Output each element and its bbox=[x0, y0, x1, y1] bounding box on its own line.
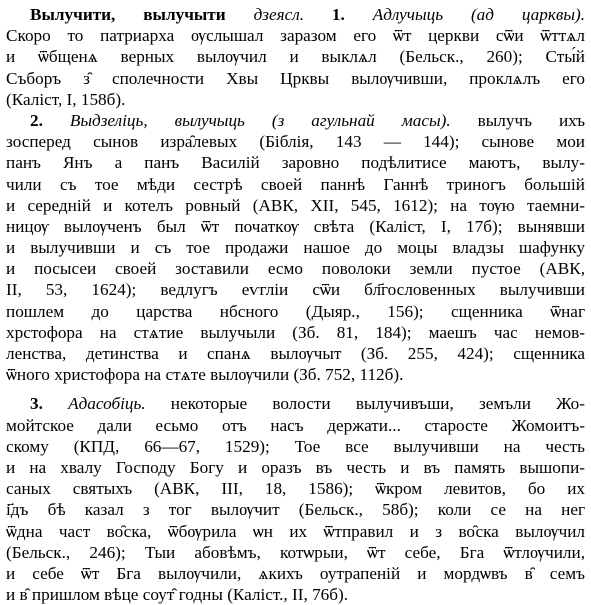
sense-gloss-2: Выдзеліць, вылучыць (з агульнай масы). bbox=[69, 110, 451, 130]
text-line: и середній и котелъ ровный (АВК, XII, 545, 1612); на тѹю таемни- bbox=[6, 195, 585, 215]
part-of-speech: дзеясл. bbox=[253, 5, 305, 24]
text-line: хрстофора на стѧтие вылучыли (Зб. 81, 184); маешъ час немов- bbox=[6, 322, 585, 342]
sense-heading-line bbox=[6, 110, 585, 131]
text-line: и посысеи своей зоставили есмо поволоки земли пустое (АВК, bbox=[6, 259, 585, 279]
sense-2-first-text: вылучъ ихъ bbox=[477, 110, 586, 130]
sense-gloss-3: Адасобіць. bbox=[68, 394, 146, 414]
text-line: пошлем до царства нбсного (Дыяр., 156); сщенника ѿнаг bbox=[6, 301, 585, 321]
text-line: и вылучивши и съ тое продажи нашое до моцы владзы шафунку bbox=[6, 238, 585, 258]
paragraph-gap bbox=[6, 385, 585, 393]
text-line: и в̑ пришлом вѣце соут̑ годны (Каліст., ІІ, 76б). bbox=[6, 585, 349, 605]
text-line: саных святыхъ (АВК, ІІІ, 18, 1586); ѿкром левитов, бо их bbox=[6, 479, 585, 499]
text-line: и себе ѿт Бга вылѹчили, ѧкихъ оутрапеній и мордѡвъ в̑ семъ bbox=[6, 563, 585, 583]
text-line: ѿного христофора на стѧте вылѹчили (Зб. 752, 112б). bbox=[6, 365, 404, 385]
text-line: ІІ, 53, 1624); ведлугъ еѵгліи сѿи бл҃гословенных вылучивши bbox=[6, 280, 585, 300]
entry-heading-line bbox=[6, 4, 585, 25]
sense-heading-line bbox=[6, 393, 585, 414]
headword: Вылучити, вылучыти bbox=[30, 5, 226, 24]
text-line: ѿдна част во̑ска, ѿбѹрила ѡн их ѿтправил и з во̑ска вылѹчил bbox=[6, 521, 585, 541]
sense-3-first-text: некоторые волости вылучивъши, земъли Жо- bbox=[170, 394, 586, 414]
text-line: зосперед сынов изра̑левых (Біблія, 143 — 144); сынове мои bbox=[6, 132, 585, 152]
dictionary-page bbox=[6, 4, 586, 605]
text-line: и на хвалу Господу Богу и оразъ въ честь и въ память вышопи- bbox=[6, 457, 585, 477]
text-line: мойтское дали есьмо отъ насъ держати... старосте Жомоитъ- bbox=[6, 415, 585, 435]
sense-number-2: 2. bbox=[30, 110, 43, 130]
sense-gloss-1: Адлучыць (ад царквы). bbox=[372, 5, 586, 24]
sense-number-1: 1. bbox=[331, 5, 345, 24]
text-line: Скоро то патриарха ѹслышал заразом его ѿт церкви сѿи ѿттѧл bbox=[6, 26, 585, 46]
text-line: ницѹ вылѹченъ был ѿт початкѹ свѣта (Каліст, І, 17б); вынявши bbox=[6, 216, 585, 236]
text-line: ленства, детинства и спанѧ вылѹчыт (Зб. 255, 424); сщенника bbox=[6, 344, 585, 363]
text-line: скому (КПД, 66—67, 1529); Тое все вылучивши на честь bbox=[6, 436, 585, 456]
text-line: (Каліст, І, 158б). bbox=[6, 89, 126, 109]
sense-number-3: 3. bbox=[30, 394, 43, 414]
text-line: і҃дъ бѣ казал з тог вылѹчит (Бельск., 58б); коли се на нег bbox=[6, 500, 585, 520]
text-line: чили съ тое мѣди сестрѣ своей паннѣ Ганнѣ триногъ большій bbox=[6, 174, 585, 194]
text-line: Съборъ з̑ сполечности Хвы Црквы вылѹчивши, проклѧлъ его bbox=[6, 68, 585, 88]
text-line: и ѿбщенѧ верных вылѹчил и выклѧл (Бельск., 260); Сты́й bbox=[6, 47, 585, 67]
text-line: (Бельск., 246); Тыи абовѣмъ, котѡрыи, ѿт себе, Бга ѿтлѹчили, bbox=[6, 542, 585, 562]
text-line: панъ Янъ а панъ Василій заровно подѣлитисе маютъ, вылу- bbox=[6, 153, 585, 173]
